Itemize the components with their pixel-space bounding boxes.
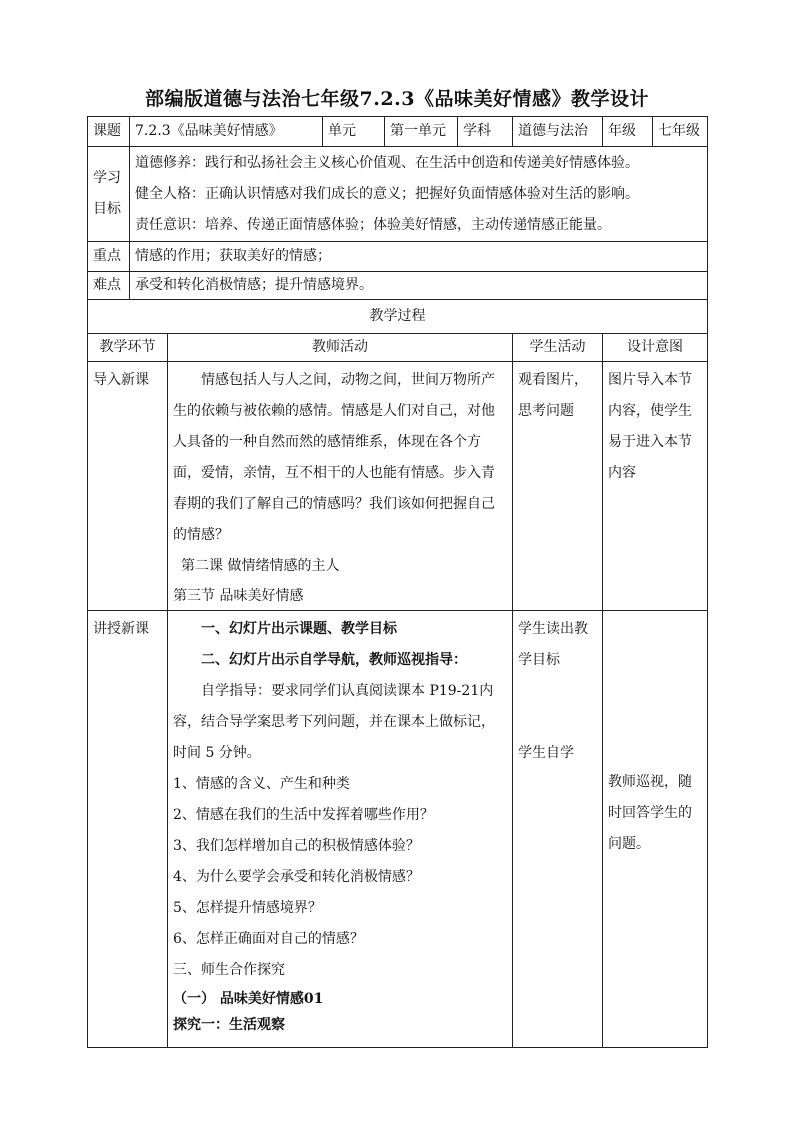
- goal-item: 道德修养：践行和弘扬社会主义核心价值观、在生活中创造和传递美好情感体验。: [135, 154, 639, 171]
- goals-row: [88, 147, 708, 242]
- self-study-guide: 自学指导：要求同学们认真阅读课本 P19-21内容，结合导学案思考下列问题，并在课本上做标记，时间 5 分钟。: [173, 683, 495, 761]
- process-heading: 教学过程: [88, 300, 708, 334]
- new-lesson-intent: 教师巡视，随时回答学生的问题。: [603, 611, 708, 1048]
- label-goals: 学习 目标: [88, 147, 130, 242]
- col-intent: 设计意图: [603, 334, 708, 362]
- document-title: 部编版道德与法治七年级7.2.3《品味美好情感》教学设计: [145, 88, 649, 110]
- col-student: 学生活动: [513, 334, 603, 362]
- new-lesson-stage: 讲授新课: [88, 611, 168, 1048]
- goal-item: 责任意识：培养、传递正面情感体验；体验美好情感，主动传递情感正能量。: [135, 216, 611, 233]
- goal-item: 健全人格：正确认识情感对我们成长的意义；把握好负面情感体验对生活的影响。: [135, 185, 639, 202]
- difficulties-value: 承受和转化消极情感；提升情感境界。: [130, 272, 708, 300]
- intro-stage: 导入新课: [88, 362, 168, 611]
- label-subject: 学科: [458, 117, 513, 147]
- lesson-line: 第二课 做情绪情感的主人: [181, 558, 340, 574]
- intro-intent: 图片导入本节内容，使学生易于进入本节内容: [603, 362, 708, 611]
- label-course: 课题: [88, 117, 130, 147]
- goals-content: [130, 147, 708, 242]
- section-line: 第三节 品味美好情感: [173, 588, 304, 604]
- new-lesson-row: [88, 611, 708, 1048]
- question-item: 5、怎样提升情感境界？: [173, 900, 322, 916]
- col-stage: 教学环节: [88, 334, 168, 362]
- intro-paragraph: 情感包括人与人之间，动物之间，世间万物所产生的依赖与被依赖的感情。情感是人们对自己，对他人具备的一种自然而然的感情维系，体现在各个方面，爱情，亲情，互不相干的人也能有情感。步入青春期的我们了解自己的情感吗？我们该如何把握自己的情感？: [173, 372, 495, 543]
- question-item: 3、我们怎样增加自己的积极情感体验？: [173, 838, 420, 854]
- question-item: 1、情感的含义、产生和种类: [173, 776, 350, 792]
- new-lesson-teacher: [168, 611, 513, 1048]
- grade-value: 七年级: [653, 117, 708, 147]
- key-points-value: 情感的作用；获取美好的情感；: [130, 242, 708, 272]
- intro-teacher: [168, 362, 513, 611]
- step-2: 二、幻灯片出示自学导航，教师巡视指导：: [201, 652, 467, 668]
- label-grade: 年级: [603, 117, 653, 147]
- key-points-row: [88, 242, 708, 272]
- unit-value: 第一单元: [385, 117, 458, 147]
- lesson-plan-table: [87, 116, 708, 1048]
- sub-section-1: （一） 品味美好情感01: [173, 991, 324, 1007]
- process-columns-row: [88, 334, 708, 362]
- label-difficulties: 难点: [88, 272, 130, 300]
- explore-1: 探究一：生活观察: [173, 1017, 285, 1033]
- question-item: 6、怎样正确面对自己的情感？: [173, 931, 364, 947]
- label-key-points: 重点: [88, 242, 130, 272]
- intro-student: 观看图片，思考问题: [513, 362, 603, 611]
- header-row: [88, 117, 708, 147]
- intro-row: [88, 362, 708, 611]
- step-3: 三、师生合作探究: [173, 962, 285, 978]
- new-lesson-student: 学生读出教学目标 学生自学: [513, 611, 603, 1048]
- question-item: 2、情感在我们的生活中发挥着哪些作用？: [173, 807, 434, 823]
- question-item: 4、为什么要学会承受和转化消极情感？: [173, 869, 420, 885]
- course-value: 7.2.3《品味美好情感》: [130, 117, 323, 147]
- col-teacher: 教师活动: [168, 334, 513, 362]
- subject-value: 道德与法治: [513, 117, 603, 147]
- label-unit: 单元: [323, 117, 385, 147]
- step-1: 一、幻灯片出示课题、教学目标: [201, 621, 397, 637]
- difficulties-row: [88, 272, 708, 300]
- process-heading-row: [88, 300, 708, 334]
